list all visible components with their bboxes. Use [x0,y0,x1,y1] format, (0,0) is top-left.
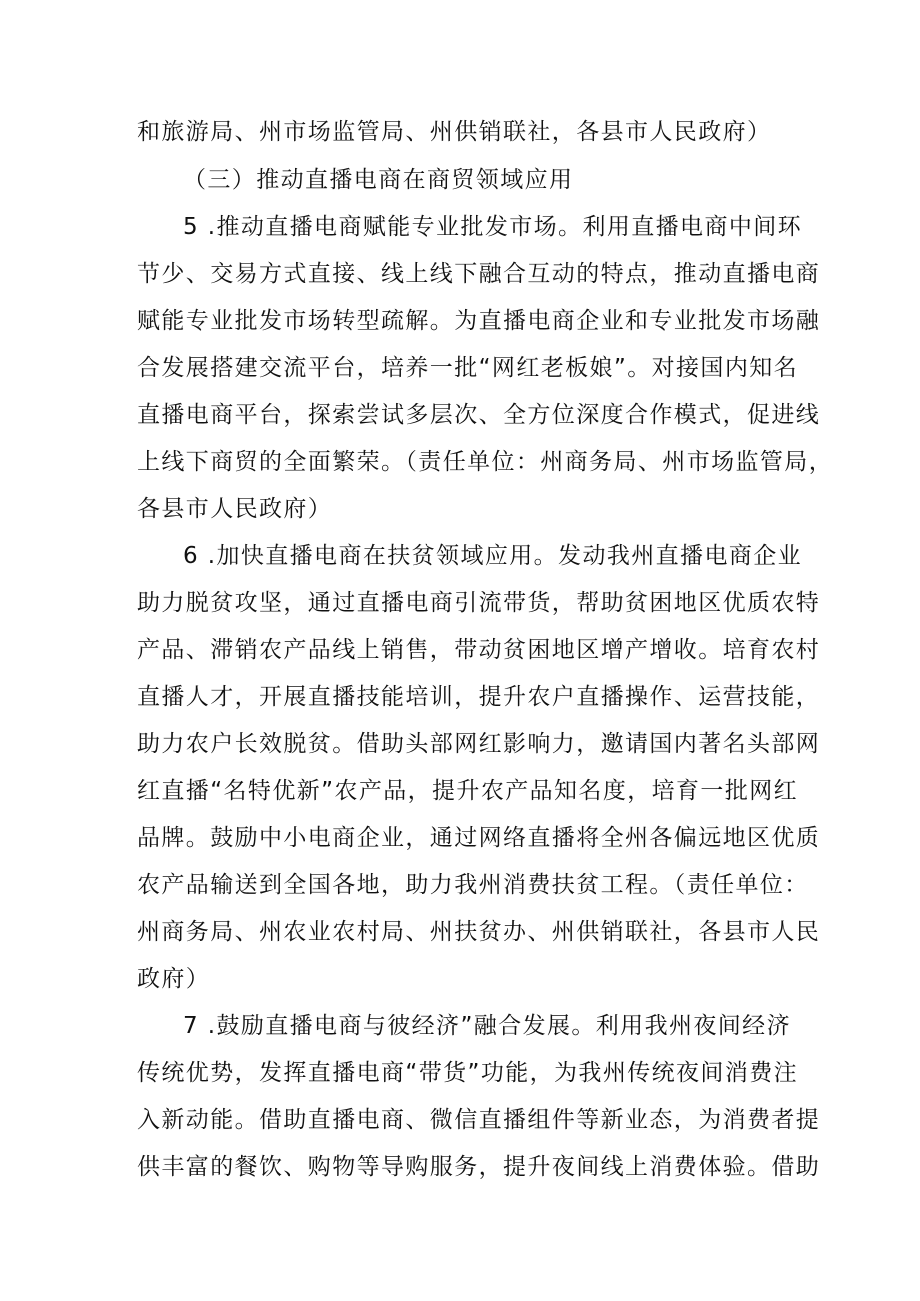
text-line-8: 上线下商贸的全面繁荣。（责任单位：州商务局、州市场监管局， [137,449,834,475]
text-line-6: 合发展搭建交流平台，培养一批“网红老板娘”。对接国内知名 [137,355,799,381]
text-line-15: 红直播“名特优新”农产品，提升农产品知名度，培育一批网红 [137,778,799,804]
text-line-14: 助力农户长效脱贫。借助头部网红影响力，邀请国内著名头部网 [137,731,821,757]
text-line-4: 节少、交易方式直接、线上线下融合互动的特点，推动直播电商 [137,261,821,287]
text-line-5: 赋能专业批发市场转型疏解。为直播电商企业和专业批发市场融 [137,308,821,334]
text-line-21: 传统优势，发挥直播电商“带货”功能，为我州传统夜间消费注 [137,1060,799,1086]
text-line-18: 州商务局、州农业农村局、州扶贫办、州供销联社，各县市人民 [137,919,821,945]
text-line-11: 助力脱贫攻坚，通过直播电商引流带货，帮助贫困地区优质农特 [137,590,821,616]
text-line-9: 各县市人民政府） [137,496,333,522]
text-line-13: 直播人才，开展直播技能培训，提升农户直播操作、运营技能， [137,684,821,710]
text-line-19: 政府） [137,966,211,992]
text-line-10: 6 .加快直播电商在扶贫领域应用。发动我州直播电商企业 [183,543,803,569]
text-line-7: 直播电商平台，探索尝试多层次、全方位深度合作模式，促进线 [137,402,821,428]
text-line-16: 品牌。鼓励中小电商企业，通过网络直播将全州各偏远地区优质 [137,825,821,851]
section-heading: （三）推动直播电商在商贸领域应用 [183,167,574,193]
text-line-20: 7 .鼓励直播电商与彼经济”融合发展。利用我州夜间经济 [183,1013,791,1039]
text-line-12: 产品、滞销农产品线上销售，带动贫困地区增产增收。培育农村 [137,637,821,663]
text-line-17: 农产品输送到全国各地，助力我州消费扶贫工程。（责任单位： [137,872,809,898]
text-line-3: 5 .推动直播电商赋能专业批发市场。利用直播电商中间环 [183,214,803,240]
text-line-22: 入新动能。借助直播电商、微信直播组件等新业态，为消费者提 [137,1107,821,1133]
text-line-23: 供丰富的餐饮、购物等导购服务，提升夜间线上消费体验。借助 [137,1154,821,1180]
text-line-1: 和旅游局、州市场监管局、州供销联社，各县市人民政府） [137,119,772,145]
